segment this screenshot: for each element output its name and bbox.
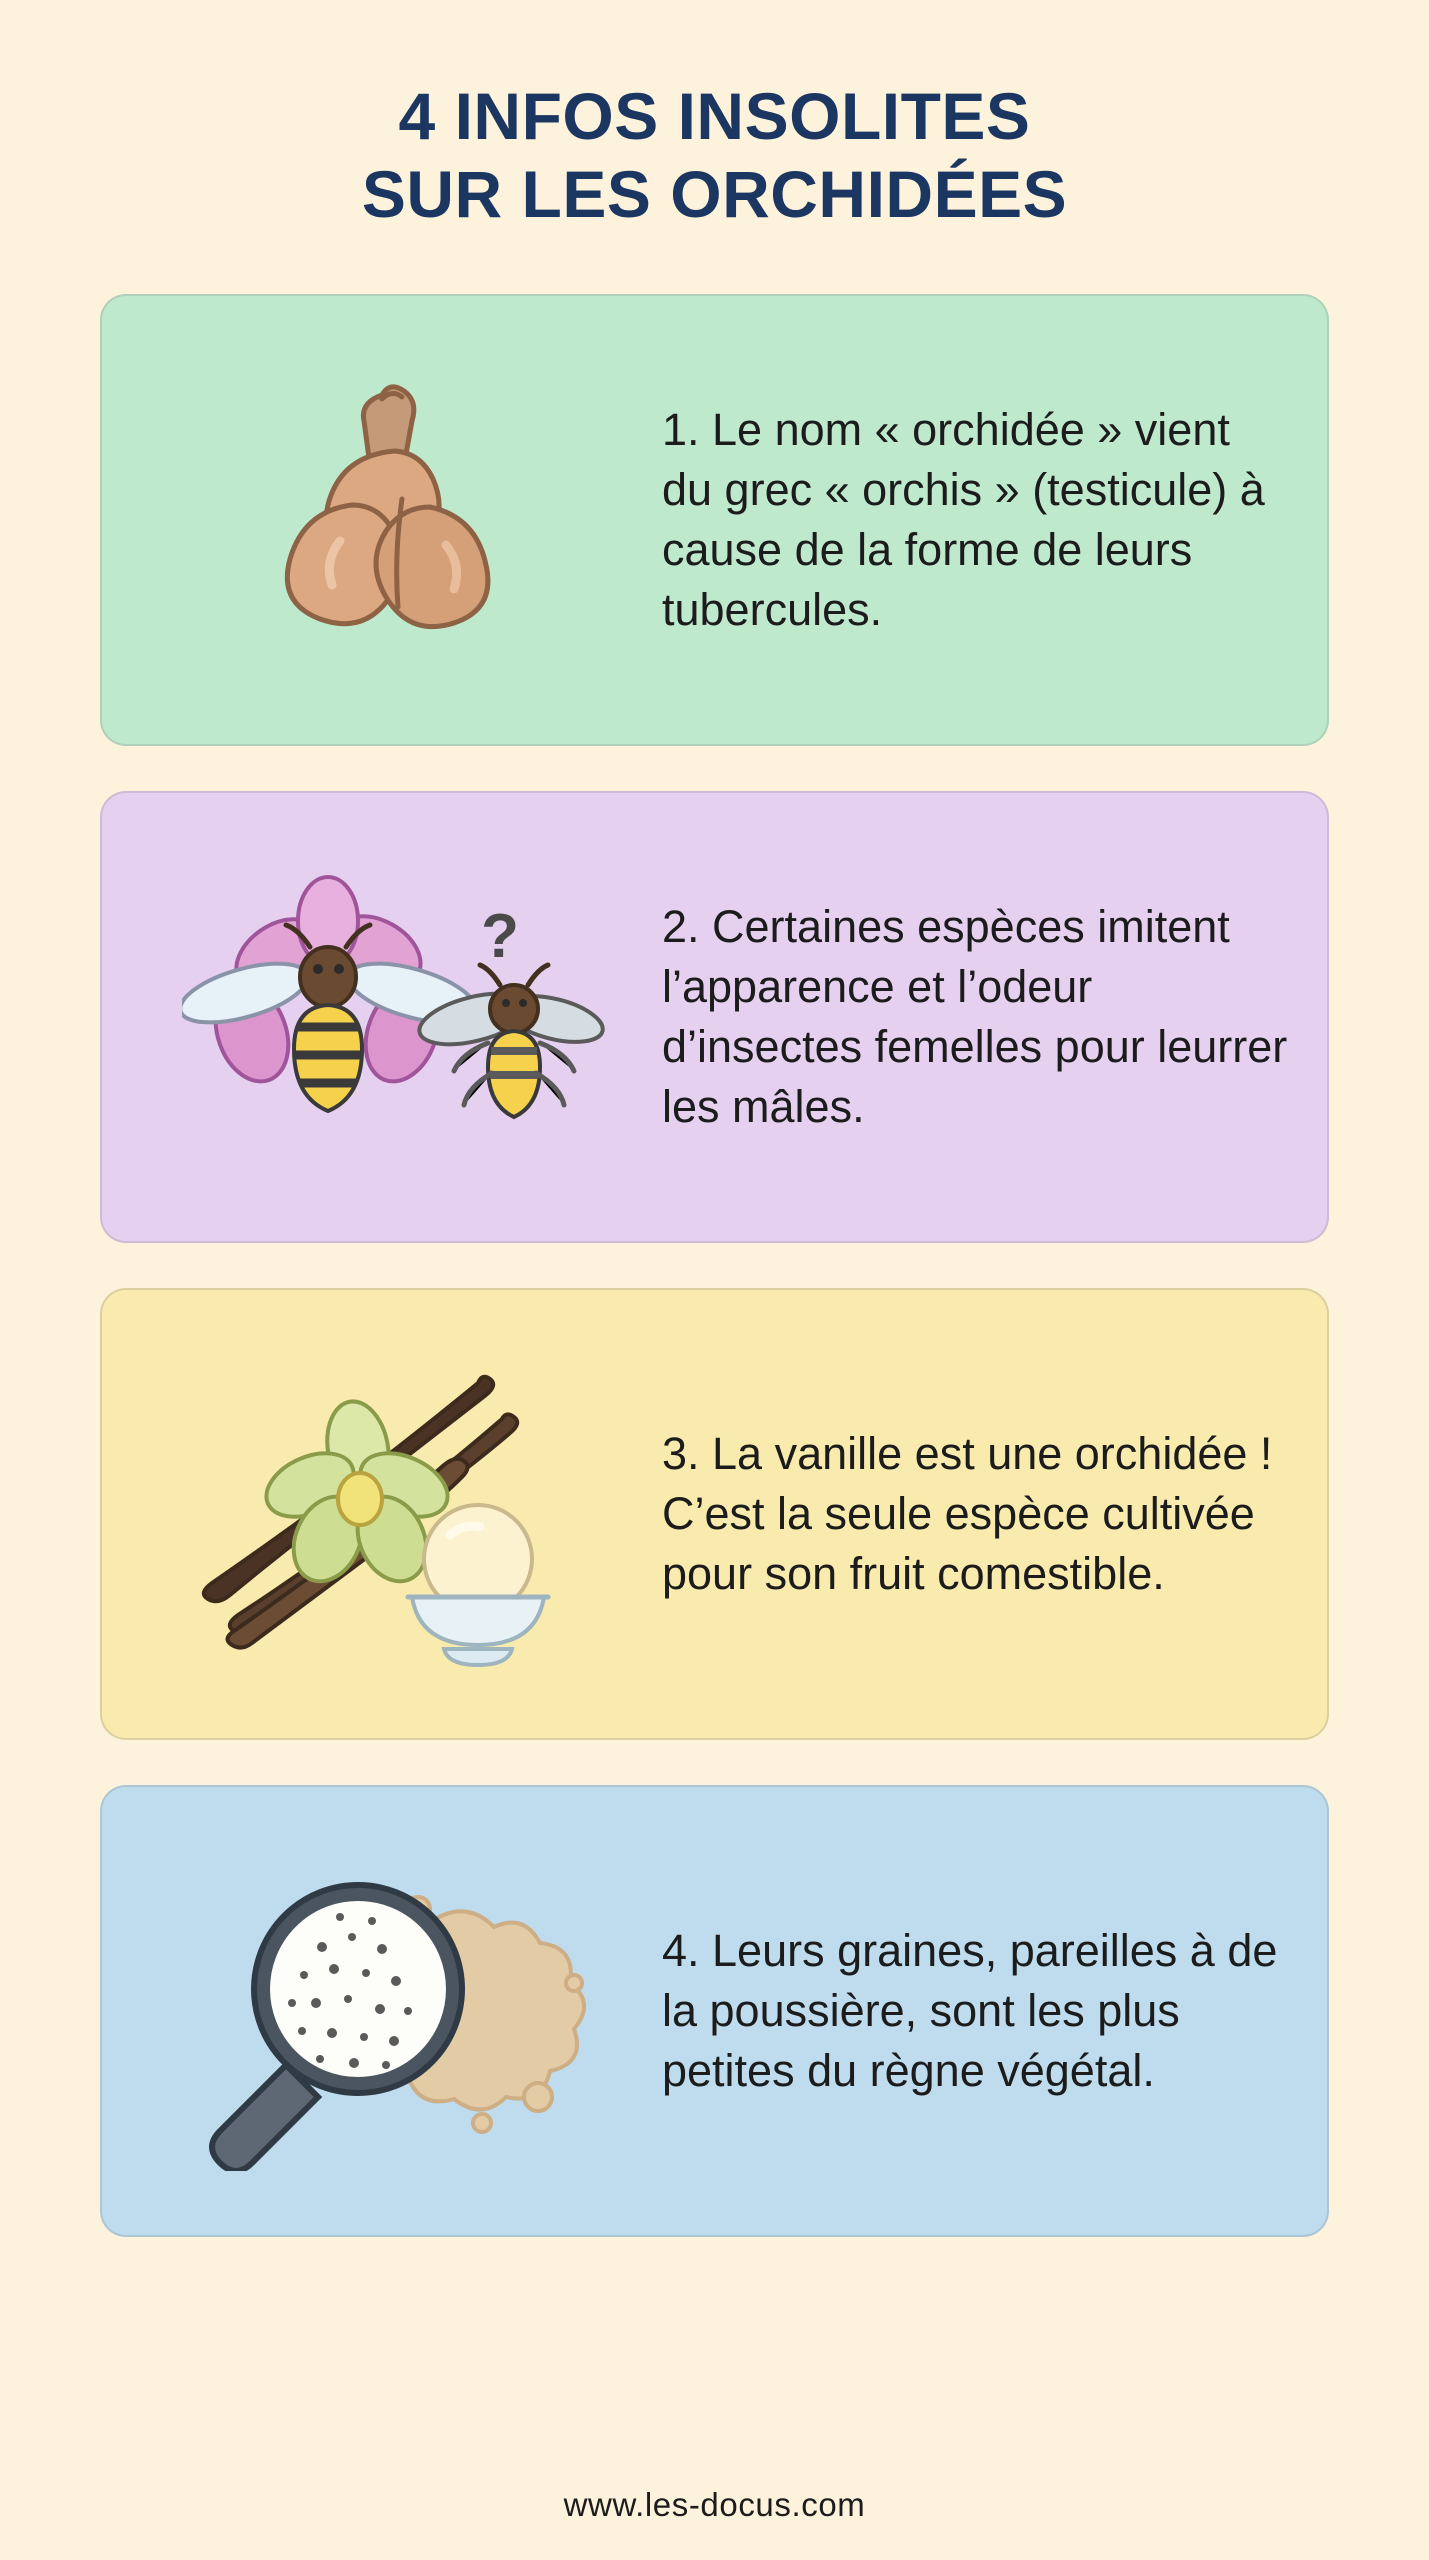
orchid-tuber-icon [132,355,662,685]
fact-card-4-text: 4. Leurs graines, pareilles à de la poussière, sont les plus petites du règne végétal. [662,1924,1278,2096]
fact-card-3 [100,1288,1329,1740]
page-title [100,78,1329,234]
fact-card-4 [100,1785,1329,2237]
fact-card-1 [100,294,1329,746]
fact-card-list [100,294,1329,2237]
bee-orchid-insect-icon [132,847,662,1187]
page-title-line-2: SUR LES ORCHIDÉES [361,156,1068,231]
fact-card-3-text: 3. La vanille est une orchidée ! C’est la seule espèce cultivée pour son fruit comestible. [662,1427,1273,1599]
fact-card-2 [100,791,1329,1243]
footer-website[interactable]: www.les-docus.com [563,2486,866,2523]
fact-card-2-text: 2. Certaines espèces imitent l’apparence et l’odeur d’insectes femelles pour leurrer les mâles. [662,901,1288,1132]
fact-card-1-text: 1. Le nom « orchidée » vient du grec « orchis » (testicule) à cause de la forme de leurs tubercules. [662,404,1265,635]
vanilla-pods-icecream-icon [132,1349,662,1679]
magnifier-dust-seeds-icon [132,1851,662,2171]
svg-text:?: ? [481,901,519,971]
page-title-line-1: 4 INFOS INSOLITES [398,79,1031,153]
